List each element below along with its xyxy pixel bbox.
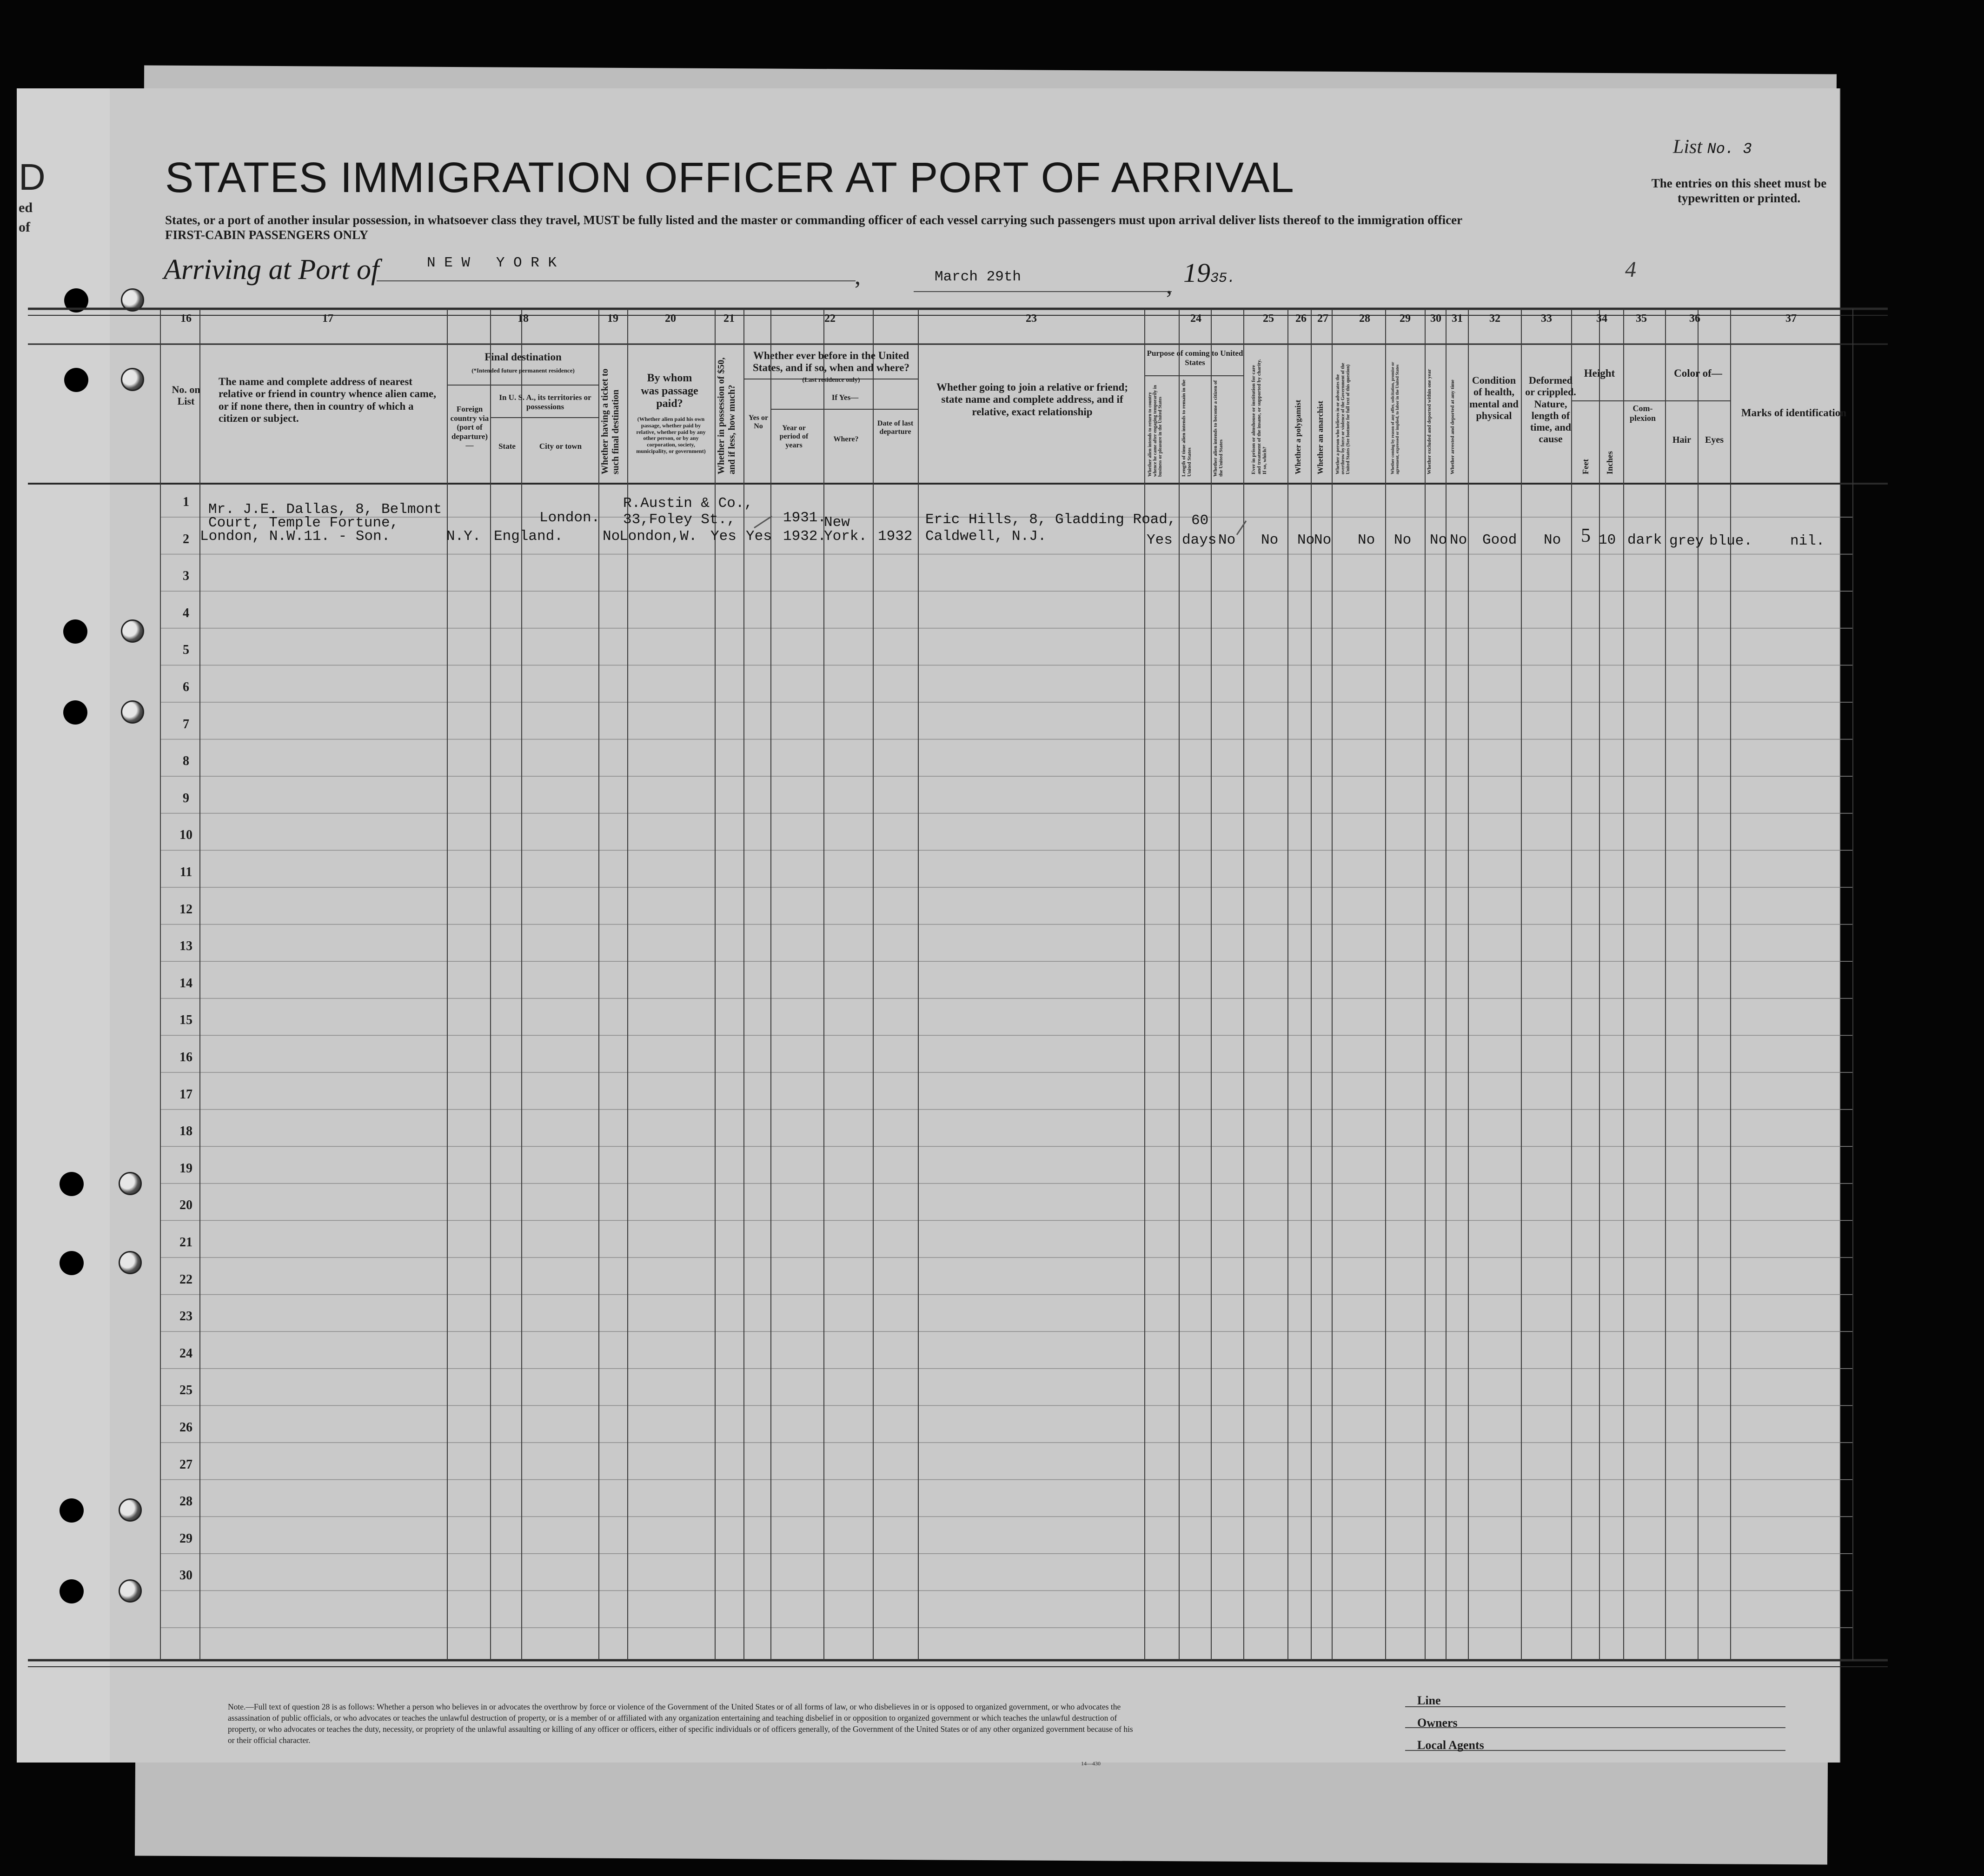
edge-letter: of [19,220,30,235]
entry-possession: Yes [746,528,772,545]
column-number: 18 [518,313,529,325]
header-where: Where? [833,435,859,443]
entry-where-1: New [824,514,850,531]
intro-line: States, or a port of another insular possession, in whatsoever class they travel, MUST be fully listed and the master or commanding officer of each vessel carrying such passengers must upon arrival deliver lists thereof to the immigration officer [165,213,1463,227]
header-no-on-list: No. on List [172,384,200,407]
header-relative-address: The name and complete address of nearest relative or friend in country whence alien came, or if none there, then in country of which a citizen or subject. [219,376,437,425]
header-ticket: Whether having a ticket to such final destination [600,368,621,474]
column-number: 35 [1636,313,1647,325]
row-number: 3 [183,569,189,584]
column-number: 33 [1541,313,1552,325]
row-number: 26 [179,1420,192,1435]
comma-sep: , [1166,273,1172,299]
list-label-text: List [1673,136,1703,158]
header-inches: Inches [1605,451,1614,474]
header-labor: Whether coming by reason of any offer, solicitation, promise or agreement, expressed or implied, to labor in the United States [1390,362,1400,474]
row-number: 10 [179,828,192,843]
entry-relative-line3: London, N.W.11. - Son. [200,528,391,545]
column-number: 21 [723,313,735,325]
row-number: 9 [183,791,189,805]
column-number: 34 [1596,313,1607,325]
entry-length-2: days [1182,532,1217,548]
row-number: 17 [179,1087,192,1102]
edge-letter: D [19,156,46,198]
column-number: 23 [1026,313,1037,325]
row-number: 7 [183,717,189,732]
comma-sep: , [855,263,861,290]
entry-relative-us-line2: Caldwell, N.J. [925,528,1047,545]
column-number: 25 [1263,313,1274,325]
entry-feet: 5 [1581,525,1591,546]
header-health: Condition of health, mental and physical [1469,374,1519,421]
row-number: 25 [179,1383,192,1398]
entry-citizen: No [1218,532,1236,548]
header-feet: Feet [1581,459,1590,474]
entry-length-1: 60 [1191,512,1209,529]
column-number: 20 [665,313,676,325]
entry-relative-line2: Court, Temple Fortune, [208,515,399,531]
header-by-whom-paid: By whom was passage paid? [641,372,698,410]
entry-polygamist: No [1297,532,1315,548]
header-prison: Ever in prison or almshouse or institution for care and treatment of the insane, or supported by charity. If so, which? [1251,359,1267,474]
arrival-year [1183,257,1235,288]
cabin-class: FIRST-CABIN PASSENGERS ONLY [165,228,369,242]
row-number: 24 [179,1346,192,1361]
row-number: 23 [179,1309,192,1324]
row-number: 13 [179,939,192,954]
header-final-destination-note: (*Intended future permanent residence) [471,367,575,374]
header-eyes: Eyes [1705,435,1724,445]
entry-where-2: York. [824,528,868,545]
entry-relative-us-line1: Eric Hills, 8, Gladding Road, [925,512,1176,528]
column-number: 28 [1359,313,1370,325]
header-foreign-country: Foreign country via (port of departure)— [450,405,489,450]
header-year-period: Year or period of years [779,424,809,449]
header-join-relative: Whether going to join a relative or friend; state name and complete address, and if relative, exact relationship [936,381,1128,418]
column-number: 17 [322,313,333,325]
entry-year-2: 1932. [783,528,827,545]
header-complexion: Com-plexion [1629,404,1656,423]
entry-state: England. [494,528,563,545]
entry-paid-line2: 33,Foley St., [623,512,736,528]
header-color-of: Color of— [1674,367,1722,379]
header-marks: Marks of identification [1741,407,1847,419]
header-purpose: Purpose of coming to United States [1147,349,1243,367]
row-number: 18 [179,1124,192,1139]
header-purpose-return: Whether alien intends to return to country whence he came after engaging temporarily in business or pleasure in the United States [1148,385,1163,477]
entry-paid-line1: R.Austin & Co., [623,495,753,512]
row-number: 28 [179,1494,192,1509]
entry-marks: nil. [1790,533,1825,549]
entry-health: Good [1482,532,1517,548]
column-number: 16 [180,313,192,325]
header-city: City or town [539,442,582,451]
column-number: 37 [1785,313,1797,325]
row-number: 4 [183,605,189,620]
entry-prison: No [1261,532,1279,548]
entry-labor: No [1394,532,1412,548]
row-number: 12 [179,902,192,917]
entry-last-departure: 1932 [878,528,913,545]
header-overthrow: Whether a person who believes in or advocates the overthrow by force or violence of the Government of the United States (See footnote for full text of this question) [1335,363,1351,474]
header-purpose-citizen: Whether alien intends to become a citizen of the United States [1213,380,1224,477]
header-anarchist: Whether an anarchist [1316,400,1325,474]
column-number: 27 [1317,313,1328,325]
entry-complexion: dark [1627,532,1662,548]
entry-year-1: 1931. [783,510,827,526]
entry-paid-yes: Yes [710,528,737,545]
header-final-destination: Final destination [484,351,562,363]
entry-deformed: No [1544,532,1561,548]
footer-agents-label: Local Agents [1417,1738,1484,1752]
row-number: 16 [179,1050,192,1064]
row-number: 2 [183,532,189,546]
row-number: 21 [179,1235,192,1250]
column-number: 24 [1190,313,1201,325]
header-if-yes: If Yes— [831,393,859,402]
header-arrested: Whether arrested and deported at any time [1450,379,1455,474]
column-number: 22 [824,313,836,325]
column-number: 30 [1430,313,1441,325]
header-in-usa: In U. S. A., its territories or possessions [499,393,591,411]
year-suffix: 35. [1210,271,1236,286]
edge-letter: ed [19,200,33,215]
entry-relative-line1: Mr. J.E. Dallas, 8, Belmont [208,501,442,518]
header-date-last-departure: Date of last departure [877,419,914,436]
header-purpose-length: Length of time alien intends to remain in the United States [1181,379,1192,477]
typed-note: The entries on this sheet must be typewritten or printed. [1651,176,1827,206]
header-height: Height [1584,367,1615,379]
list-number: No. 3 [1707,140,1752,158]
row-number: 29 [179,1531,192,1546]
column-number: 36 [1689,313,1700,325]
header-polygamist: Whether a polygamist [1294,399,1302,474]
row-number: 14 [179,976,192,991]
form-number: 14—430 [1081,1760,1101,1767]
footer-owners-label: Owners [1417,1716,1458,1730]
entry-overthrow: No [1358,532,1375,548]
row-number: 5 [183,643,189,658]
arrival-date: March 29th [935,269,1022,285]
row-number: 22 [179,1272,192,1287]
header-state: State [498,442,516,451]
row-number: 11 [179,865,192,879]
footnote-q28: Note.—Full text of question 28 is as follows: Whether a person who believes in or advocates the overthrow by force or violence of the Government of the United States or of all forms of law, or who disbelieves in or is opposed to organized government, or who advocates the assassination of public officials, or who advocates or teaches the unlawful destruction of property, or is a member of or affiliated with any organization entertaining and teaching disbelief in or opposition to organized government or which teaches the unlawful destruction of property, or who advocates or teaches the duty, necessity, or propriety of the unlawful assaulting or killing of any officer or officers, either of specific individuals or of officers generally, of the Government of the United States or of any other organized government because of his or their official character. [228,1702,1133,1745]
header-hair: Hair [1672,435,1691,445]
column-number: 31 [1452,313,1463,325]
row-number: 30 [179,1568,192,1583]
entry-arrested: No [1450,532,1467,548]
header-by-whom-note: (Whether alien paid his own passage, whether paid by relative, whether paid by any other person, or by any corporation, society, municipality, or government) [636,416,706,454]
row-number: 6 [183,680,189,694]
entry-paid-line3: London,W. [619,528,697,545]
column-number: 19 [607,313,618,325]
entry-anarchist: No [1314,532,1332,548]
entry-eyes: blue. [1709,533,1753,549]
header-ever-before: Whether ever before in the United States, and if so, when and where? [753,350,909,374]
year-prefix: 19 [1183,258,1210,288]
column-number: 32 [1489,313,1500,325]
header-yes-or-no: Yes or No [748,414,769,431]
header-deformed: Deformed or crippled. Nature, length of time, and cause [1525,374,1576,445]
port-name: N E W Y O R K [427,255,557,271]
row-number: 20 [179,1198,192,1213]
entry-purpose-return: Yes [1147,532,1173,548]
row-number: 27 [179,1457,192,1472]
footer-line-label: Line [1417,1694,1441,1707]
entry-ticket: No [603,528,620,545]
row-number: 8 [183,754,189,769]
page-title: STATES IMMIGRATION OFFICER AT PORT OF ARRIVAL [165,154,1294,201]
list-label [1673,136,1752,158]
entry-city: London. [539,510,600,526]
entry-excluded: No [1430,532,1447,548]
row-number: 19 [179,1161,192,1176]
entry-inches: 10 [1599,532,1616,548]
entry-hair: grey [1669,533,1704,549]
corner-mark: 4 [1625,257,1636,282]
row-number: 1 [183,495,189,509]
header-last-residence: (Last residence only) [802,377,860,384]
header-excluded: Whether excluded and deported within one year [1427,369,1432,474]
column-number: 26 [1295,313,1307,325]
header-possession-50: Whether in possession of $50, and if less, how much? [716,357,737,474]
entry-foreign-country: N.Y. [446,528,481,545]
row-number: 15 [179,1013,192,1028]
arriving-label: Arriving at Port of [164,254,379,286]
column-number: 29 [1400,313,1411,325]
